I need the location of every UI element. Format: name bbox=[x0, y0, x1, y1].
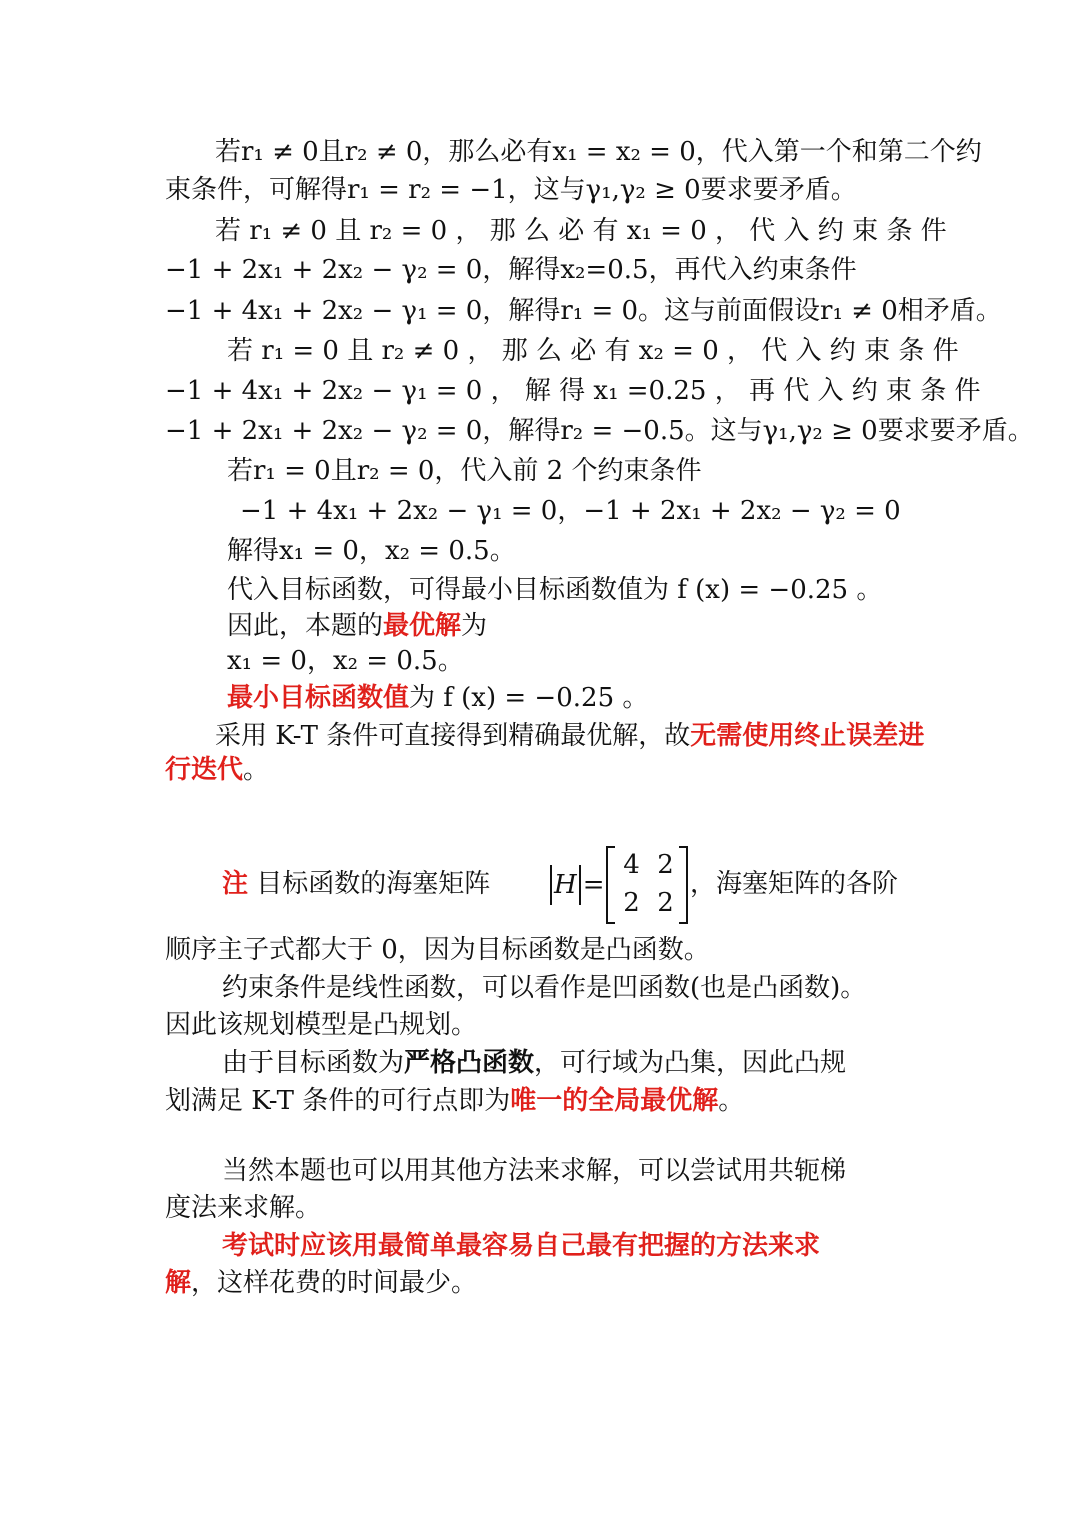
text-line bbox=[227, 333, 959, 369]
text-line bbox=[222, 1153, 846, 1189]
text-segment: 为 bbox=[461, 611, 488, 641]
highlight-text: 注 bbox=[222, 869, 249, 899]
text-line bbox=[222, 970, 866, 1006]
text-line bbox=[215, 213, 947, 249]
matrix-symbol: H bbox=[554, 870, 577, 900]
text-segment: 顺序主子式都大于 0，因为目标函数是凸函数。 bbox=[165, 935, 710, 965]
text-segment: 由于目标函数为 bbox=[222, 1048, 405, 1078]
text-segment: ，这样花费的时间最少。 bbox=[191, 1268, 478, 1298]
text-segment: −1 + 2x₁ + 2x₂ − γ₂ = 0，解得x₂=0.5，再代入约束条件 bbox=[165, 255, 857, 285]
matrix-equals: = bbox=[582, 870, 605, 900]
text-line bbox=[165, 293, 1002, 329]
right-bracket bbox=[679, 846, 688, 924]
bold-text: 严格凸函数 bbox=[404, 1048, 535, 1078]
text-segment: −1 + 2x₁ + 2x₂ − γ₂ = 0，解得r₂ = −0.5。这与γ₁,γ₂ ≥ 0要求要矛盾。 bbox=[165, 416, 1034, 446]
text-segment: 划满足 K-T 条件的可行点即为 bbox=[165, 1086, 511, 1116]
text-line bbox=[165, 373, 981, 409]
text-segment: 若r₁ ≠ 0且r₂ ≠ 0，那么必有x₁ = x₂ = 0，代入第一个和第二个约 bbox=[215, 137, 982, 167]
text-line bbox=[165, 1265, 477, 1301]
text-segment: 目标函数的海塞矩阵 bbox=[248, 869, 491, 899]
text-segment: 因此该规划模型是凸规划。 bbox=[165, 1010, 478, 1040]
matrix-body bbox=[606, 846, 688, 924]
text-line bbox=[215, 134, 982, 170]
highlight-text: 最小目标函数值 bbox=[227, 683, 410, 713]
text-line bbox=[240, 493, 901, 529]
text-segment: 束条件，可解得r₁ = r₂ = −1，这与γ₁,γ₂ ≥ 0要求要矛盾。 bbox=[165, 175, 857, 205]
text-line bbox=[165, 252, 857, 288]
text-line bbox=[215, 718, 924, 754]
text-segment: −1 + 4x₁ + 2x₂ − γ₁ = 0 ， 解 得 x₁ =0.25 ， 再 代 入 约 束 条 件 bbox=[165, 376, 981, 406]
highlight-text: 无需使用终止误差进 bbox=[690, 721, 925, 751]
text-segment: 若 r₁ = 0 且 r₂ ≠ 0 ， 那 么 必 有 x₂ = 0 ， 代 入 约 束 条 件 bbox=[227, 336, 959, 366]
text-segment: 若r₁ = 0且r₂ = 0，代入前 2 个约束条件 bbox=[227, 456, 702, 486]
text-line bbox=[227, 572, 882, 608]
highlight-text: 行迭代 bbox=[165, 755, 244, 785]
text-segment: x₁ = 0，x₂ = 0.5。 bbox=[227, 646, 464, 676]
text-segment: 若 r₁ ≠ 0 且 r₂ = 0 ， 那 么 必 有 x₁ = 0 ， 代 入 约 束 条 件 bbox=[215, 216, 947, 246]
text-line bbox=[222, 1228, 820, 1264]
text-line bbox=[165, 932, 710, 968]
matrix-cell: 2 bbox=[657, 850, 674, 880]
text-line bbox=[227, 453, 702, 489]
text-segment: 。 bbox=[243, 755, 270, 785]
matrix-cell: 2 bbox=[657, 888, 674, 918]
text-segment: 因此，本题的 bbox=[227, 611, 384, 641]
text-line bbox=[165, 172, 857, 208]
left-bracket bbox=[606, 846, 615, 924]
text-line bbox=[165, 413, 1034, 449]
text-segment: 当然本题也可以用其他方法来求解，可以尝试用共轭梯 bbox=[222, 1156, 847, 1186]
text-line bbox=[165, 752, 269, 788]
text-line bbox=[222, 1045, 846, 1081]
text-line bbox=[227, 643, 464, 679]
determinant-bar-right bbox=[579, 865, 581, 905]
text-segment: 代入目标函数，可得最小目标函数值为 f (x) = −0.25 。 bbox=[227, 575, 883, 605]
matrix-cell: 4 bbox=[623, 850, 640, 880]
text-segment: −1 + 4x₁ + 2x₂ − γ₁ = 0，−1 + 2x₁ + 2x₂ − γ₂ = 0 bbox=[240, 496, 901, 526]
text-segment: 解得x₁ = 0，x₂ = 0.5。 bbox=[227, 536, 516, 566]
text-segment: 采用 K-T 条件可直接得到精确最优解，故 bbox=[215, 721, 691, 751]
text-segment: −1 + 4x₁ + 2x₂ − γ₁ = 0，解得r₁ = 0。这与前面假设r₁ ≠ 0相矛盾。 bbox=[165, 296, 1002, 326]
matrix-suffix: ，海塞矩阵的各阶 bbox=[690, 869, 899, 899]
text-line bbox=[165, 1190, 321, 1226]
hessian-matrix bbox=[548, 846, 690, 924]
text-line bbox=[227, 680, 648, 716]
text-segment: 约束条件是线性函数，可以看作是凹函数(也是凸函数)。 bbox=[222, 973, 867, 1003]
text-segment: ，可行域为凸集，因此凸规 bbox=[534, 1048, 847, 1078]
text-line bbox=[165, 1083, 744, 1119]
highlight-text: 考试时应该用最简单最容易自己最有把握的方法来求 bbox=[222, 1231, 821, 1261]
text-line bbox=[165, 1007, 477, 1043]
highlight-text: 唯一的全局最优解 bbox=[510, 1086, 719, 1116]
text-line bbox=[227, 608, 487, 644]
highlight-text: 解 bbox=[165, 1268, 192, 1298]
determinant-bar-left bbox=[550, 865, 552, 905]
matrix-cell: 2 bbox=[623, 888, 640, 918]
text-segment: 。 bbox=[718, 1086, 745, 1116]
note-line bbox=[222, 866, 490, 902]
text-segment: 为 f (x) = −0.25 。 bbox=[409, 683, 649, 713]
text-line bbox=[227, 533, 516, 569]
highlight-text: 最优解 bbox=[383, 611, 462, 641]
text-segment: 度法来求解。 bbox=[165, 1193, 322, 1223]
